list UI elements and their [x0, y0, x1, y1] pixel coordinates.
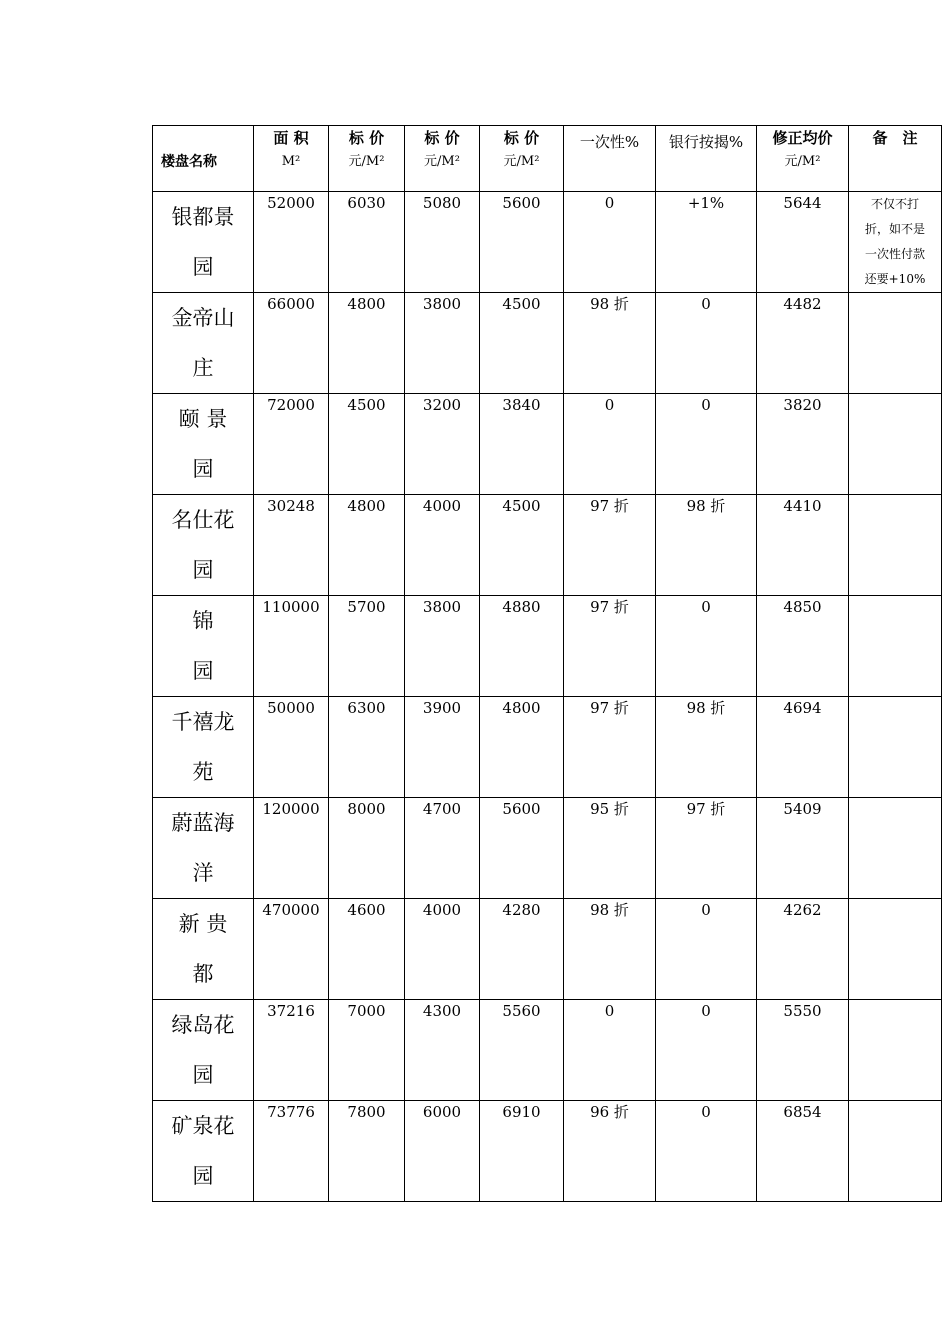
header-bank: 银行按揭% — [656, 126, 757, 192]
header-price-2-label: 标 价 — [424, 129, 460, 147]
cell-bank: +1% — [656, 192, 757, 293]
property-price-table — [152, 125, 942, 1202]
table-row — [153, 1000, 942, 1101]
cell-area: 72000 — [254, 394, 329, 495]
cell-onetime: 97 折 — [564, 697, 656, 798]
cell-price-3: 5560 — [480, 1000, 564, 1101]
cell-price-1: 6030 — [329, 192, 405, 293]
cell-name — [153, 697, 254, 798]
cell-price-1: 7000 — [329, 1000, 405, 1101]
table-row — [153, 394, 942, 495]
cell-price-2: 4000 — [405, 495, 480, 596]
cell-price-2: 3900 — [405, 697, 480, 798]
cell-bank: 0 — [656, 1000, 757, 1101]
header-price-3-unit: 元/M² — [503, 154, 540, 169]
cell-price-1: 4800 — [329, 293, 405, 394]
cell-area: 37216 — [254, 1000, 329, 1101]
header-adjusted — [757, 126, 849, 192]
cell-price-3: 4880 — [480, 596, 564, 697]
header-adjusted-label: 修正均价 — [772, 129, 833, 147]
cell-price-2: 4700 — [405, 798, 480, 899]
cell-price-3: 5600 — [480, 798, 564, 899]
cell-area: 30248 — [254, 495, 329, 596]
cell-note — [849, 798, 942, 899]
property-name: 绿岛花园 — [171, 1013, 235, 1087]
cell-price-3: 3840 — [480, 394, 564, 495]
table-row — [153, 293, 942, 394]
cell-area: 73776 — [254, 1101, 329, 1202]
header-note: 备 注 — [849, 126, 942, 192]
cell-price-2: 3200 — [405, 394, 480, 495]
cell-price-2: 3800 — [405, 596, 480, 697]
property-name: 锦园 — [192, 609, 214, 683]
cell-price-1: 6300 — [329, 697, 405, 798]
cell-price-3: 4500 — [480, 495, 564, 596]
cell-bank: 0 — [656, 394, 757, 495]
header-onetime: 一次性% — [564, 126, 656, 192]
header-price-3-label: 标 价 — [503, 129, 540, 147]
cell-name — [153, 798, 254, 899]
header-price-2-unit: 元/M² — [424, 154, 460, 169]
table-row — [153, 697, 942, 798]
cell-name — [153, 1000, 254, 1101]
header-price-1-label: 标 价 — [348, 129, 385, 147]
cell-price-1: 4500 — [329, 394, 405, 495]
cell-adjusted: 5409 — [757, 798, 849, 899]
cell-note — [849, 495, 942, 596]
property-name: 千禧龙苑 — [171, 710, 235, 784]
property-name: 银都景园 — [171, 205, 235, 279]
property-name: 蔚蓝海洋 — [171, 811, 235, 885]
cell-name — [153, 192, 254, 293]
cell-onetime: 0 — [564, 394, 656, 495]
cell-name — [153, 394, 254, 495]
note-text: 不仅不打折，如不是一次性付款还要+10% — [864, 197, 926, 286]
cell-bank: 97 折 — [656, 798, 757, 899]
cell-name — [153, 899, 254, 1000]
property-name: 新 贵都 — [178, 912, 228, 986]
cell-price-3: 4280 — [480, 899, 564, 1000]
header-area-label: 面 积 — [273, 129, 309, 147]
cell-price-1: 7800 — [329, 1101, 405, 1202]
cell-name — [153, 596, 254, 697]
cell-onetime: 96 折 — [564, 1101, 656, 1202]
table-row — [153, 1101, 942, 1202]
cell-adjusted: 4850 — [757, 596, 849, 697]
cell-adjusted: 4694 — [757, 697, 849, 798]
cell-price-2: 4000 — [405, 899, 480, 1000]
header-area — [254, 126, 329, 192]
cell-note — [849, 1000, 942, 1101]
header-area-unit: M² — [281, 154, 301, 169]
cell-onetime: 95 折 — [564, 798, 656, 899]
cell-onetime: 0 — [564, 1000, 656, 1101]
cell-note — [849, 394, 942, 495]
cell-area: 50000 — [254, 697, 329, 798]
table-row — [153, 798, 942, 899]
header-price-3 — [480, 126, 564, 192]
property-name: 颐 景园 — [178, 407, 228, 481]
cell-adjusted: 3820 — [757, 394, 849, 495]
cell-bank: 98 折 — [656, 697, 757, 798]
cell-note — [849, 697, 942, 798]
cell-adjusted: 4482 — [757, 293, 849, 394]
cell-adjusted: 6854 — [757, 1101, 849, 1202]
cell-price-3: 4500 — [480, 293, 564, 394]
cell-onetime: 97 折 — [564, 596, 656, 697]
property-name: 矿泉花园 — [171, 1114, 235, 1188]
cell-onetime: 98 折 — [564, 899, 656, 1000]
table-row — [153, 192, 942, 293]
cell-note — [849, 1101, 942, 1202]
header-price-2 — [405, 126, 480, 192]
cell-area: 66000 — [254, 293, 329, 394]
table-row — [153, 596, 942, 697]
cell-price-2: 5080 — [405, 192, 480, 293]
cell-adjusted: 4410 — [757, 495, 849, 596]
cell-onetime: 0 — [564, 192, 656, 293]
cell-price-2: 3800 — [405, 293, 480, 394]
cell-price-3: 5600 — [480, 192, 564, 293]
cell-price-1: 5700 — [329, 596, 405, 697]
cell-bank: 98 折 — [656, 495, 757, 596]
cell-price-3: 4800 — [480, 697, 564, 798]
cell-onetime: 98 折 — [564, 293, 656, 394]
header-price-1-unit: 元/M² — [348, 154, 385, 169]
cell-area: 110000 — [254, 596, 329, 697]
cell-price-1: 4600 — [329, 899, 405, 1000]
cell-area: 470000 — [254, 899, 329, 1000]
cell-bank: 0 — [656, 596, 757, 697]
cell-price-1: 8000 — [329, 798, 405, 899]
cell-price-2: 6000 — [405, 1101, 480, 1202]
cell-price-3: 6910 — [480, 1101, 564, 1202]
cell-bank: 0 — [656, 293, 757, 394]
cell-price-1: 4800 — [329, 495, 405, 596]
cell-note — [849, 293, 942, 394]
header-name: 楼盘名称 — [153, 126, 254, 192]
property-name: 金帝山庄 — [171, 306, 235, 380]
cell-bank: 0 — [656, 1101, 757, 1202]
header-price-1 — [329, 126, 405, 192]
table-row — [153, 899, 942, 1000]
cell-onetime: 97 折 — [564, 495, 656, 596]
header-adjusted-unit: 元/M² — [784, 154, 821, 169]
property-name: 名仕花园 — [171, 508, 235, 582]
header-row — [153, 126, 942, 192]
cell-note — [849, 596, 942, 697]
cell-note — [849, 899, 942, 1000]
cell-name — [153, 495, 254, 596]
cell-adjusted: 5550 — [757, 1000, 849, 1101]
cell-area: 120000 — [254, 798, 329, 899]
cell-bank: 0 — [656, 899, 757, 1000]
cell-adjusted: 4262 — [757, 899, 849, 1000]
cell-adjusted: 5644 — [757, 192, 849, 293]
table-row — [153, 495, 942, 596]
cell-note — [849, 192, 942, 293]
cell-name — [153, 1101, 254, 1202]
cell-area: 52000 — [254, 192, 329, 293]
cell-price-2: 4300 — [405, 1000, 480, 1101]
cell-name — [153, 293, 254, 394]
